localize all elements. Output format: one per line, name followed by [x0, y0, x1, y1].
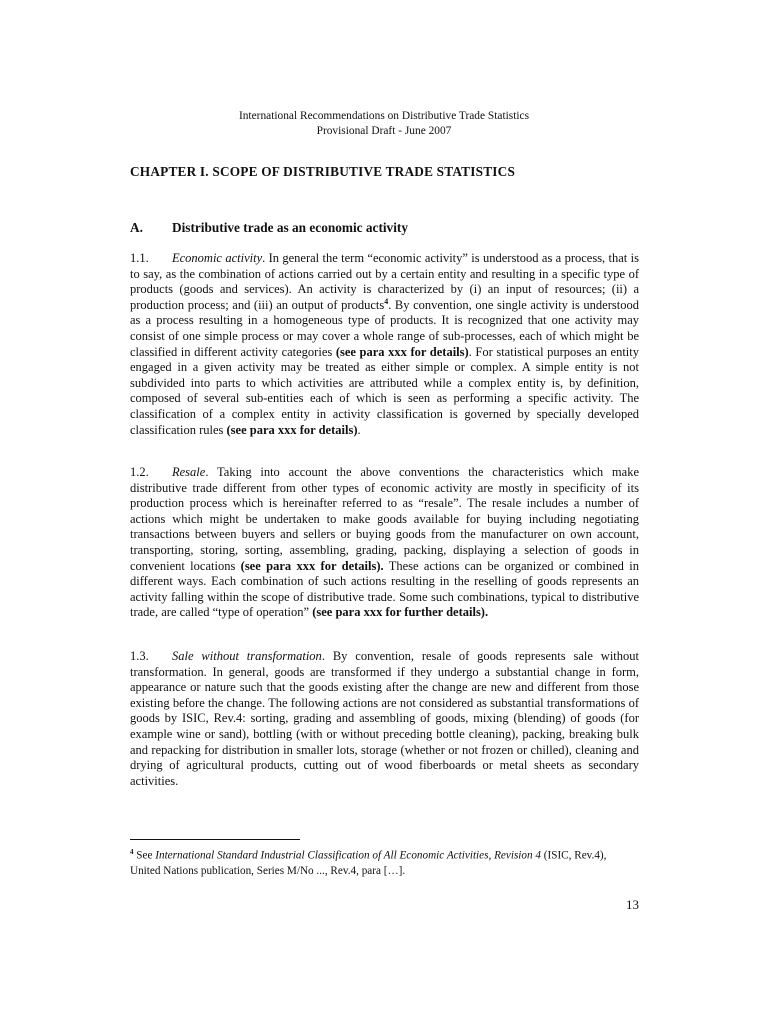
cross-reference: (see para xxx for details). [240, 558, 384, 573]
paragraph-number: 1.2. [130, 465, 149, 479]
paragraph-text: . For statistical purposes an entity engaged in a given activity may be treated as either simple or complex. A simple entity is not subdivided into parts to which activities are attributed while a complex entity is, by definition, composed of several sub-entities each of which is seen as performing a specific activity. The classification of a complex entity in activity classification is governed by specially developed classification rules [130, 344, 640, 437]
footnote [130, 845, 639, 879]
paragraph-number: 1.3. [130, 649, 149, 663]
paragraph-text: . By convention, one single activity is understood as a process resulting in a homogeneous type of products. It is recognized that one activity may consist of one simple process or may cover a whole range of sub-processes, each of which might be classified in different activity categories [130, 297, 639, 359]
paragraph-title: Sale without transformation [172, 649, 322, 663]
paragraph-text: These actions can be organized or combined in different ways. Each combination of such actions resulting in the reselling of goods represents an activity falling within the scope of distributive trade. Some such combinations, typical to distributive trade, are called “type of operation” [130, 558, 639, 620]
footnote-marker: 4 [130, 848, 134, 856]
paragraph-text: . Taking into account the above conventions the characteristics which make distributive trade different from other types of economic activity are mostly in specificity of its production process which is hereinafter referred to as “resale”. The resale includes a number of actions which might be undertaken to make goods available for buying including negotiating transactions between buyers and sellers or buying goods from the manufacturer on own account, transporting, storing, sorting, assembling, grading, packing, displaying a selection of goods in convenient locations [130, 465, 639, 573]
paragraph-text: . In general the term “economic activity” is understood as a process, that is to say, as the combination of actions carried out by a certain entity and resulting in a specific type of products (goods and services). An activity is characterized by (i) an input of resources; (ii) a production process; and (iii) an output of products [130, 251, 639, 312]
section-heading [130, 220, 408, 236]
chapter-title: CHAPTER I. SCOPE OF DISTRIBUTIVE TRADE STATISTICS [130, 164, 516, 179]
cross-reference: (see para xxx for further details). [312, 605, 489, 620]
section-title: Distributive trade as an economic activity [172, 220, 408, 235]
section-letter: A. [130, 220, 143, 235]
footnote-separator [130, 839, 300, 840]
header-line-2: Provisional Draft - June 2007 [316, 125, 452, 137]
running-header [0, 109, 768, 139]
footnote-text: (ISIC, Rev.4), United Nations publication, Series M/No ..., Rev.4, para […]. [130, 849, 607, 877]
footnote-reference: 4 [384, 296, 389, 306]
paragraph-1-3 [130, 649, 639, 789]
paragraph-number: 1.1. [130, 251, 149, 265]
paragraph-title: Resale [172, 465, 206, 479]
cross-reference: (see para xxx for details) [335, 344, 469, 359]
paragraph-1-2 [130, 465, 639, 621]
paragraph-text: . [357, 422, 361, 437]
header-line-1: International Recommendations on Distributive Trade Statistics [238, 110, 530, 122]
paragraph-1-1 [130, 251, 639, 438]
footnote-citation-title: International Standard Industrial Classification of All Economic Activities, Revision 4 [155, 849, 541, 862]
cross-reference: (see para xxx for details) [226, 422, 358, 437]
paragraph-text: . By convention, resale of goods represents sale without transformation. In general, goods are transformed if they undergo a substantial change in form, appearance or nature such that the goods existing after the change are new and different from those existing before the change. The following actions are not considered as substantial transformations of goods by ISIC, Rev.4: sorting, grading and assembling of goods, mixing (blending) of goods (for example wine or sand), bottling (with or without preceding bottle cleaning), packing, breaking bulk and repacking for distribution in smaller lots, storage (whether or not frozen or chilled), cleaning and drying of agricultural products, cutting out of wood fiberboards or metal sheets as secondary activities. [130, 649, 639, 788]
page-number: 13 [626, 897, 639, 912]
paragraph-title: Economic activity [172, 251, 263, 265]
footnote-text: See [133, 849, 156, 862]
